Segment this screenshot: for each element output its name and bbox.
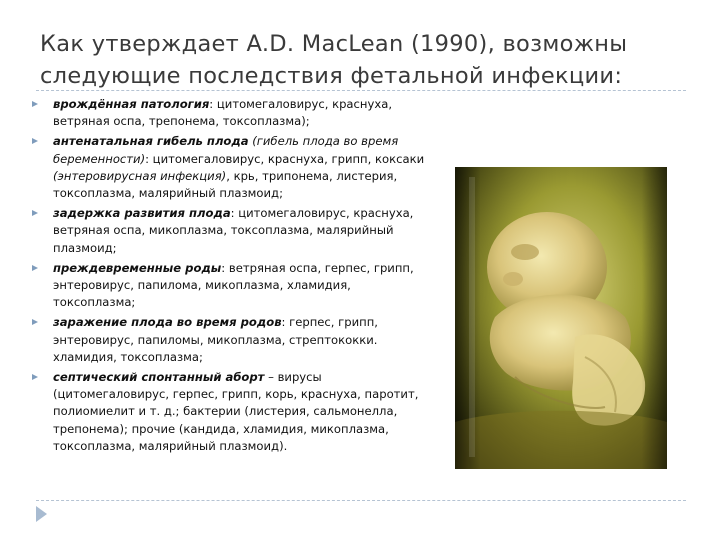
item-text: : цитомегаловирус, краснуха, ветряная оспа, трепонема, токсоплазма); xyxy=(53,97,393,129)
item-term: задержка развития плода xyxy=(53,206,231,221)
item-term: септический спонтанный аборт xyxy=(53,370,265,385)
item-term: заражение плода во время родов xyxy=(53,315,282,330)
item-note: (энтеровирусная инфекция) xyxy=(53,168,227,183)
title-divider xyxy=(36,90,686,91)
next-slide-arrow-icon[interactable] xyxy=(36,506,47,522)
item-text: : цитомегаловирус, краснуха, грипп, коксаки xyxy=(145,151,425,166)
list-item xyxy=(30,133,425,202)
item-term: врождённая патология xyxy=(53,97,210,111)
list-item xyxy=(30,369,425,455)
item-text: – вирусы (цитомегаловирус, герпес, грипп, корь, краснуха, паротит, полиомиелит и т. д.; бактерии (листерия, сальмонелла, трепонема); прочие (кандида, хламидия, микоплазма, токсоплазма, малярийный плазмоид). xyxy=(53,370,419,453)
item-text: , крь, трипонема, листерия, токсоплазма, малярийный плазмоид; xyxy=(53,168,398,201)
item-text: : цитомегаловирус, краснуха, ветряная оспа, микоплазма, токсоплазма, малярийный плазмоид; xyxy=(53,206,414,255)
list-item xyxy=(30,260,425,312)
bullet-list xyxy=(30,96,425,458)
footer-divider xyxy=(36,500,686,501)
triangle-bullet-icon xyxy=(32,138,38,144)
fetus-specimen-photo xyxy=(455,167,667,469)
triangle-bullet-icon xyxy=(32,210,38,216)
list-item xyxy=(30,96,425,130)
triangle-bullet-icon xyxy=(32,101,38,107)
list-item xyxy=(30,205,425,257)
item-text: : ветряная оспа, герпес, грипп, энтеровирус, папилома, микоплазма, хламидия, токсоплазма; xyxy=(53,260,414,310)
item-term: антенатальная гибель плода xyxy=(53,134,249,149)
item-term: преждевременные роды xyxy=(53,260,222,275)
item-text: : герпес, грипп, энтеровирус, папиломы, микоплазма, стрептококки. хламидия, токсоплазма; xyxy=(53,315,378,364)
item-note: (гибель плода во время беременности) xyxy=(53,134,399,166)
list-item xyxy=(30,314,425,366)
slide-title: Как утверждает A.D. MacLean (1990), возможны следующие последствия фетальной инфекции: xyxy=(40,31,628,89)
triangle-bullet-icon xyxy=(32,374,38,380)
triangle-bullet-icon xyxy=(32,265,38,271)
triangle-bullet-icon xyxy=(32,319,38,325)
